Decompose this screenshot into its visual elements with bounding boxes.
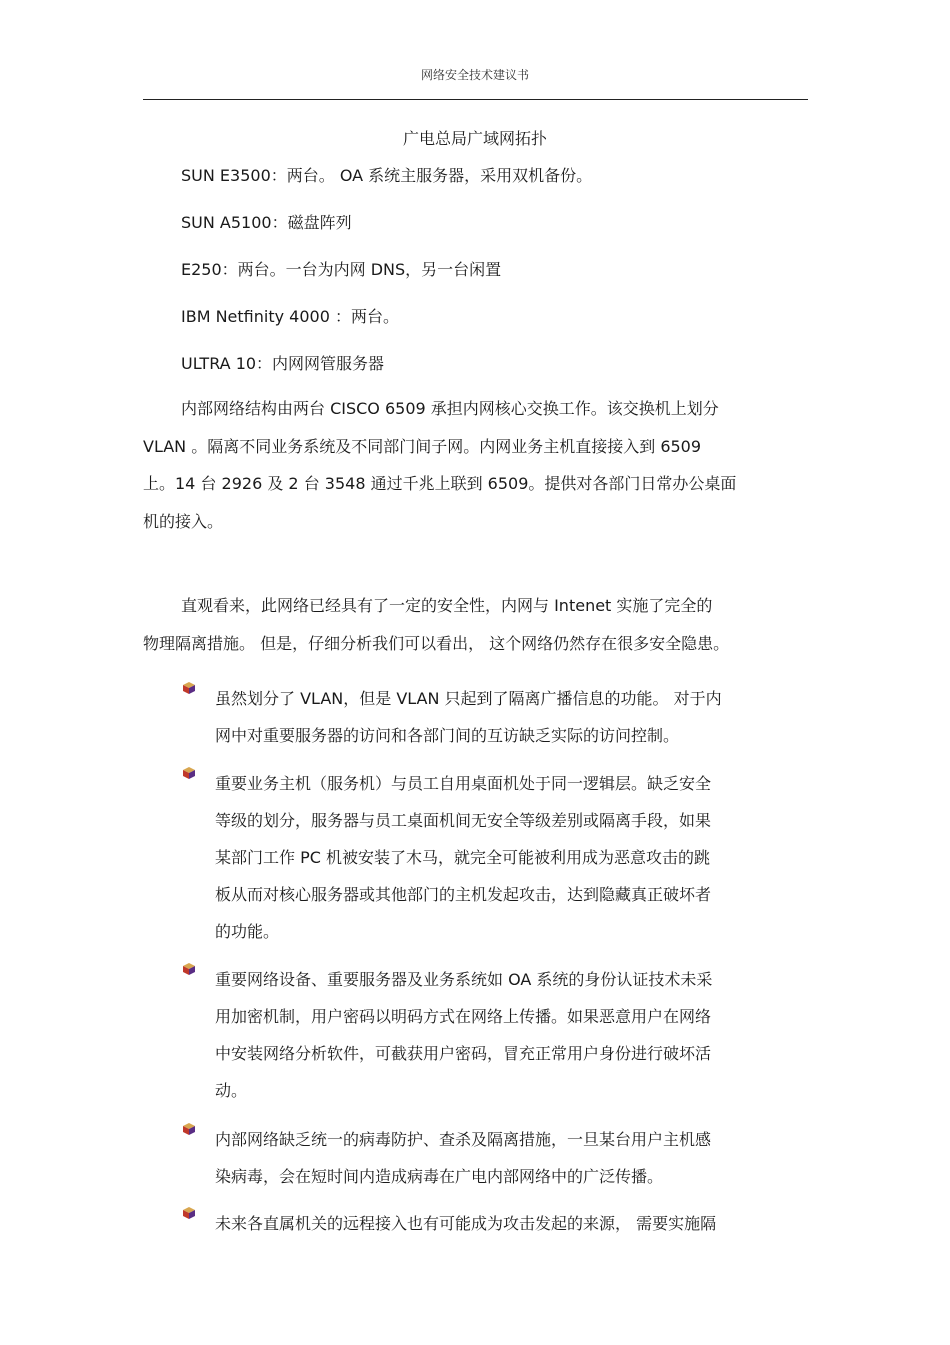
paragraph-line: VLAN 。隔离不同业务系统及不同部门间子网。内网业务主机直接接入到 6509 [143,436,702,456]
bullet-line: 板从而对核心服务器或其他部门的主机发起攻击，达到隐藏真正破坏者 [215,885,712,904]
paragraph-security-analysis [143,587,811,662]
bullet-line: 染病毒，会在短时间内造成病毒在广电内部网络中的广泛传播。 [215,1167,664,1186]
paragraph-line: 上。14 台 2926 及 2 台 3548 通过千兆上联到 6509。提供对各部门日常办公桌面 [143,474,737,493]
paragraph-line: 机的接入。 [143,511,224,531]
paragraph-network-structure [143,390,811,540]
equipment-item: SUN E3500：两台。 OA 系统主服务器，采用双机备份。 [181,166,593,185]
equipment-item: IBM Netfinity 4000 ：两台。 [181,307,399,326]
bullet-line: 重要业务主机（服务机）与员工自用桌面机处于同一逻辑层。缺乏安全 [215,774,712,793]
bullet-line: 中安装网络分析软件，可截获用户密码，冒充正常用户身份进行破坏活 [215,1044,712,1063]
bullet-line: 动。 [215,1081,248,1100]
bullet-arrow-icon [181,1121,197,1137]
bullet-line: 的功能。 [215,922,280,941]
bullet-line: 网中对重要服务器的访问和各部门间的互访缺乏实际的访问控制。 [215,726,680,745]
bullet-arrow-icon [181,961,197,977]
bullet-line: 虽然划分了 VLAN，但是 VLAN 只起到了隔离广播信息的功能。 对于内 [215,689,722,708]
bullet-arrow-icon [181,765,197,781]
bullet-line: 未来各直属机关的远程接入也有可能成为攻击发起的来源， 需要实施隔 [215,1214,717,1233]
page-header: 网络安全技术建议书 [420,68,529,82]
header-rule [143,99,808,100]
bullet-line: 用加密机制，用户密码以明码方式在网络上传播。如果恶意用户在网络 [215,1007,712,1026]
paragraph-line: 直观看来，此网络已经具有了一定的安全性，内网与 Intenet 实施了完全的 [181,596,713,615]
figure-caption: 广电总局广域网拓扑 [402,129,547,148]
bullet-arrow-icon [181,1205,197,1221]
bullet-line: 某部门工作 PC 机被安装了木马，就完全可能被利用成为恶意攻击的跳 [215,848,710,867]
bullet-line: 重要网络设备、重要服务器及业务系统如 OA 系统的身份认证技术未采 [215,970,713,989]
paragraph-line: 物理隔离措施。 但是，仔细分析我们可以看出， 这个网络仍然存在很多安全隐患。 [143,633,730,653]
paragraph-line: 内部网络结构由两台 CISCO 6509 承担内网核心交换工作。该交换机上划分 [181,399,719,418]
equipment-item: E250：两台。一台为内网 DNS，另一台闲置 [181,260,502,279]
equipment-item: ULTRA 10：内网网管服务器 [181,354,385,373]
equipment-item: SUN A5100：磁盘阵列 [181,213,352,232]
bullet-line: 内部网络缺乏统一的病毒防护、查杀及隔离措施，一旦某台用户主机感 [215,1130,712,1149]
bullet-arrow-icon [181,680,197,696]
bullet-line: 等级的划分，服务器与员工桌面机间无安全等级差别或隔离手段，如果 [215,811,712,830]
